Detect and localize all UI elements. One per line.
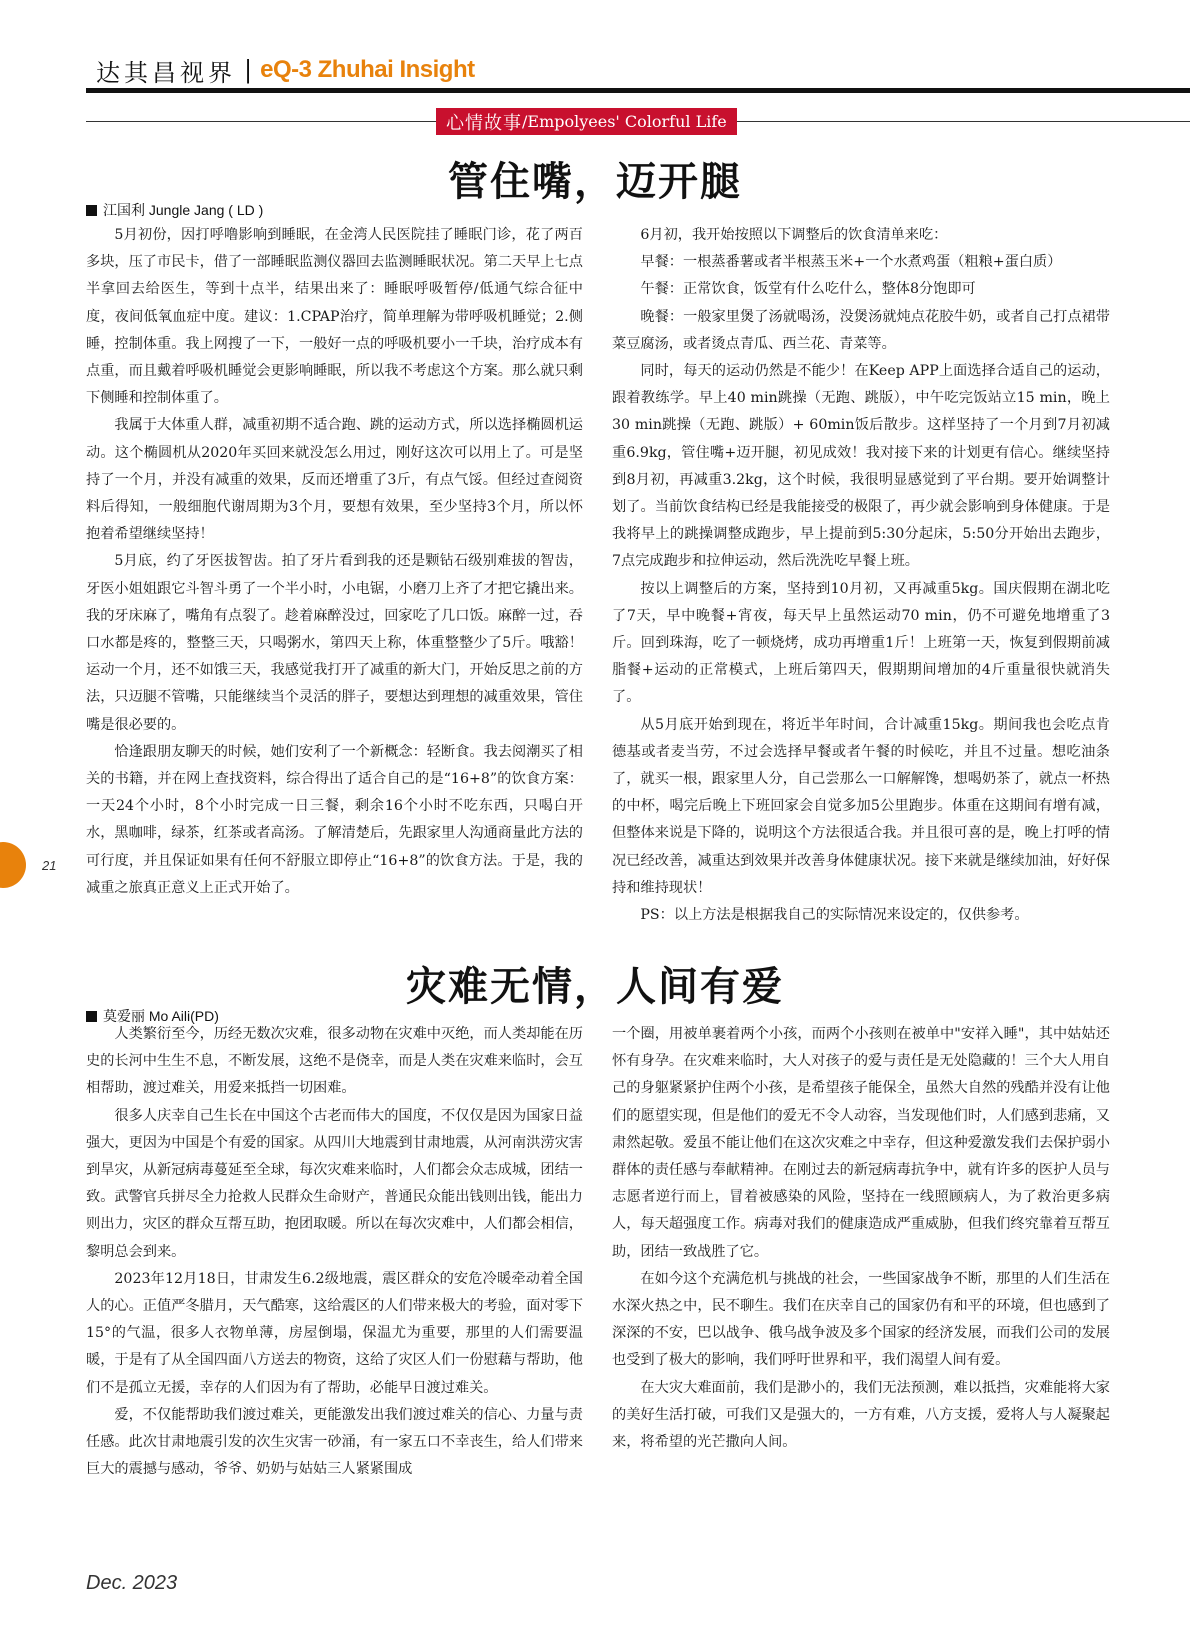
article1-left-column xyxy=(86,222,583,902)
paragraph: 5月初份，因打呼噜影响到睡眠，在金湾人民医院挂了睡眠门诊，花了两百多块，压了市民卡，借了一部睡眠监测仪器回去监测睡眠状况。第二天早上七点半拿回去给医生，等到十点半，结果出来了：睡眠呼吸暂停/低通气综合征中度，夜间低氧血症中度。建议：1.CPAP治疗，简单理解为带呼吸机睡觉；2.侧睡，控制体重。我上网搜了一下，一般好一点的呼吸机要小一千块，治疗成本有点重，而且戴着呼吸机睡觉会更影响睡眠，所以我不考虑这个方案。那么就只剩下侧睡和控制体重了。 xyxy=(86,227,583,407)
paragraph: 在大灾大难面前，我们是渺小的，我们无法预测，难以抵挡，灾难能将大家的美好生活打破，可我们又是强大的，一方有难，八方支援，爱将人与人凝聚起来，将希望的光芒撒向人间。 xyxy=(612,1379,1110,1451)
article1-byline xyxy=(86,200,263,220)
paragraph: 从5月底开始到现在，将近半年时间，合计减重15kg。期间我也会吃点肯德基或者麦当劳，不过会选择早餐或者午餐的时候吃，并且不过量。想吃油条了，就买一根，跟家里人分，自己尝那么一口解解馋，想喝奶茶了，就点一杯热的中杯，喝完后晚上下班回家会自觉多加5公里跑步。体重在这期间有增有减，但整体来说是下降的，说明这个方法很适合我。并且很可喜的是，晚上打呼的情况已经改善，减重达到效果并改善身体健康状况。接下来就是继续加油，好好保持和维持现状！ xyxy=(612,716,1110,896)
section-name-cn: 心情故事 xyxy=(446,112,522,134)
section-name-en: /Empolyees' Colorful Life xyxy=(522,112,727,131)
masthead-separator: | xyxy=(244,56,253,84)
paragraph: 很多人庆幸自己生长在中国这个古老而伟大的国度，不仅仅是因为国家日益强大，更因为中国是个有爱的国家。从四川大地震到甘肃地震，从河南洪涝灾害到旱灾，从新冠病毒蔓延至全球，每次灾难来临时，人们都会众志成城，团结一致。武警官兵拼尽全力抢救人民群众生命财产，普通民众能出钱则出钱，能出力则出力，灾区的群众互帮互助，抱团取暖。所以在每次灾难中，人们都会相信，黎明总会到来。 xyxy=(86,1107,583,1260)
paragraph: 同时，每天的运动仍然是不能少！在Keep APP上面选择合适自己的运动，跟着教练学。早上40 min跳操（无跑、跳版），中午吃完饭站立15 min，晚上30 min跳操（无跑、跳版）+ 60min饭后散步。这样坚持了一个月到7月初减重6.9kg，管住嘴+迈开腿，初见成效！我对接下来的计划更有信心。继续坚持到8月初，再减重3.2kg，这个时候，我很明显感觉到了平台期。要开始调整计划了。当前饮食结构已经是我能接受的极限了，再少就会影响到身体健康。于是我将早上的跳操调整成跑步，早上提前到5:30分起床，5:50分开始出去跑步，7点完成跑步和拉伸运动，然后洗洗吃早餐上班。 xyxy=(612,363,1110,570)
section-tag xyxy=(436,108,737,135)
magazine-name-en: eQ-3 Zhuhai Insight xyxy=(260,56,475,83)
paragraph: PS：以上方法是根据我自己的实际情况来设定的，仅供参考。 xyxy=(640,907,1029,924)
article2-author: 莫爱丽 Mo Aili(PD) xyxy=(103,1008,219,1024)
paragraph: 恰逢跟朋友聊天的时候，她们安利了一个新概念：轻断食。我去阅潮买了相关的书籍，并在网上查找资料，综合得出了适合自己的是“16+8”的饮食方案：一天24个小时，8个小时完成一日三餐，剩余16个小时不吃东西，只喝白开水，黑咖啡，绿茶，红茶或者高汤。了解清楚后，先跟家里人沟通商量此方法的可行度，并且保证如果有任何不舒服立即停止“16+8”的饮食方法。于是，我的减重之旅真正意义上正式开始了。 xyxy=(86,743,583,896)
article2-right-column xyxy=(612,1021,1110,1456)
paragraph: 午餐：正常饮食，饭堂有什么吃什么，整体8分饱即可 xyxy=(640,281,976,298)
paragraph: 一个圈，用被单裹着两个小孩，而两个小孩则在被单中"安祥入睡"，其中姑姑还怀有身孕。在灾难来临时，大人对孩子的爱与责任是无处隐藏的！三个大人用自己的身躯紧紧护住两个小孩，是希望孩子能保全，虽然大自然的残酷并没有让他们的愿望实现，但是他们的爱无不令人动容，当发现他们时，人们感到悲痛，又肃然起敬。爱虽不能让他们在这次灾难之中幸存，但这种爱激发我们去保护弱小群体的责任感与奉献精神。在刚过去的新冠病毒抗争中，就有许多的医护人员与志愿者逆行而上，冒着被感染的风险，坚持在一线照顾病人，为了救治更多病人，每天超强度工作。病毒对我们的健康造成严重威胁，但我们终究靠着互帮互助，团结一致战胜了它。 xyxy=(612,1026,1110,1260)
paragraph: 5月底，约了牙医拔智齿。拍了牙片看到我的还是颗钻石级别难拔的智齿，牙医小姐姐跟它斗智斗勇了一个半小时，小电锯，小磨刀上齐了才把它撬出来。我的牙床麻了，嘴角有点裂了。趁着麻醉没过，回家吃了几口饭。麻醉一过，吞口水都是疼的，整整三天，只喝粥水，第四天上称，体重整整少了5斤。哦豁！运动一个月，还不如饿三天，我感觉我打开了减重的新大门，开始反思之前的方法，只迈腿不管嘴，只能继续当个灵活的胖子，要想达到理想的减重效果，管住嘴是很必要的。 xyxy=(86,553,583,733)
paragraph: 早餐：一根蒸番薯或者半根蒸玉米+一个水煮鸡蛋（粗粮+蛋白质） xyxy=(640,254,1062,271)
byline-square-icon xyxy=(86,1011,97,1022)
paragraph: 爱，不仅能帮助我们渡过难关，更能激发出我们渡过难关的信心、力量与责任感。此次甘肃地震引发的次生灾害一砂涌，有一家五口不幸丧生，给人们带来巨大的震撼与感动，爷爷、奶奶与姑姑三人紧紧围成 xyxy=(86,1406,583,1478)
magazine-name-cn: 达其昌视界 xyxy=(96,58,236,87)
article2-title: 灾难无情，人间有爱 xyxy=(406,963,784,1010)
issue-date: Dec. 2023 xyxy=(86,1572,178,1594)
page-number: 21 xyxy=(42,858,57,873)
paragraph: 人类繁衍至今，历经无数次灾难，很多动物在灾难中灭绝，而人类却能在历史的长河中生生不息，不断发展，这绝不是侥幸，而是人类在灾难来临时，会互相帮助，渡过难关，用爱来抵挡一切困难。 xyxy=(86,1026,583,1097)
masthead xyxy=(96,50,475,90)
paragraph: 晚餐：一般家里煲了汤就喝汤，没煲汤就炖点花胶牛奶，或者自己打点裙带菜豆腐汤，或者烫点青瓜、西兰花、青菜等。 xyxy=(612,308,1110,352)
article2-left-column xyxy=(86,1021,583,1483)
paragraph: 按以上调整后的方案，坚持到10月初，又再减重5kg。国庆假期在湖北吃了7天，早中晚餐+宵夜，每天早上虽然运动70 min，仍不可避免地增重了3斤。回到珠海，吃了一顿烧烤，成功再增重1斤！上班第一天，恢复到假期前减脂餐+运动的正常模式，上班后第四天，假期期间增加的4斤重量很快就消失了。 xyxy=(612,580,1110,706)
paragraph: 6月初，我开始按照以下调整后的饮食清单来吃： xyxy=(640,227,948,243)
article1-right-column xyxy=(612,222,1110,929)
paragraph: 2023年12月18日，甘肃发生6.2级地震，震区群众的安危冷暖牵动着全国人的心。正值严冬腊月，天气酷寒，这给震区的人们带来极大的考验，面对零下15°的气温，很多人衣物单薄，房屋倒塌，保温尤为重要，那里的人们需要温暖，于是有了从全国四面八方送去的物资，这给了灾区人们一份慰藉与帮助，他们不是孤立无援，幸存的人们因为有了帮助，必能早日渡过难关。 xyxy=(86,1270,583,1396)
article1-title: 管住嘴，迈开腿 xyxy=(448,158,742,205)
header-rule xyxy=(86,88,1190,93)
article1-author: 江国利 Jungle Jang ( LD ) xyxy=(103,202,264,218)
paragraph: 在如今这个充满危机与挑战的社会，一些国家战争不断，那里的人们生活在水深火热之中，民不聊生。我们在庆幸自己的国家仍有和平的环境，但也感到了深深的不安，巴以战争、俄乌战争波及多个国家的经济发展，而我们公司的发展也受到了极大的影响，我们呼吁世界和平，我们渴望人间有爱。 xyxy=(612,1270,1110,1369)
paragraph: 我属于大体重人群，减重初期不适合跑、跳的运动方式，所以选择椭圆机运动。这个椭圆机从2020年买回来就没怎么用过，刚好这次可以用上了。可是坚持了一个月，并没有减重的效果，反而还增重了3斤，有点气馁。但经过查阅资料后得知，一般细胞代谢周期为3个月，要想有效果，至少坚持3个月，所以怀抱着希望继续坚持！ xyxy=(86,417,583,543)
byline-square-icon xyxy=(86,205,97,216)
page-tab-marker xyxy=(0,842,26,888)
